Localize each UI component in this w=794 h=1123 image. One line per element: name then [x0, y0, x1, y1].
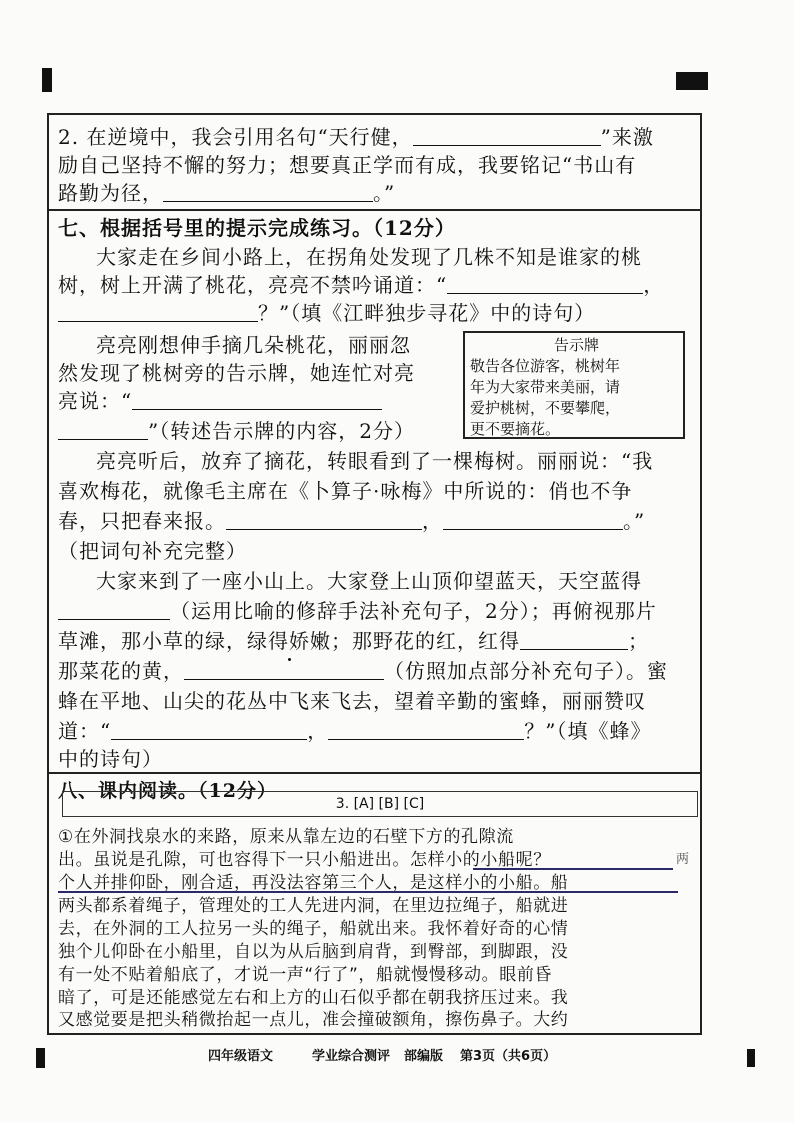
answer-blank[interactable]: [58, 601, 170, 620]
answer-blank[interactable]: [58, 421, 148, 440]
q2-line: 路勤为径， 。”: [58, 181, 396, 205]
text-line: ”（转述告示牌的内容，2分）: [58, 418, 415, 444]
text-line: ？”（填《江畔独步寻花》中的诗句）: [58, 300, 595, 326]
reading-line: 独个儿仰卧在小船里，自以为从后脑到肩背，到臀部，到脚跟，没: [58, 942, 569, 962]
reading-line: ①在外洞找泉水的来路，原来从靠左边的石壁下方的孔隙流: [58, 827, 514, 847]
text-line: 亮说：“: [58, 388, 382, 414]
section-divider: [47, 772, 702, 774]
answer-blank[interactable]: [226, 511, 422, 530]
text-line: 然发现了桃树旁的告示牌，她连忙对亮: [58, 361, 415, 385]
answer-blank[interactable]: [58, 303, 258, 322]
section-divider: [47, 209, 702, 211]
corner-mark: [676, 72, 708, 90]
footer-page: 第3页（共6页）: [460, 1049, 557, 1064]
reading-line: 两头都系着绳子，管理处的工人先进内洞，在里边拉绳子，船就进: [58, 896, 569, 916]
reading-line: 出。虽说是孔隙，可也容得下一只小船进出。怎样小的小船呢？: [58, 850, 551, 870]
answer-blank[interactable]: [184, 661, 384, 680]
answer-blank[interactable]: [520, 631, 628, 650]
handwritten-underline: [473, 868, 673, 870]
answer-blank[interactable]: [163, 183, 373, 202]
reading-line: 去，在外洞的工人拉另一头的绳子，船就出来。我怀着好奇的心情: [58, 919, 569, 939]
text-line: （把词句补充完整）: [58, 539, 247, 563]
notice-line: 爱护桃树，不要攀爬，: [470, 399, 621, 417]
notice-board: [463, 331, 685, 439]
reading-line: 有一处不贴着船底了，才说一声“行了”，船就慢慢移动。眼前昏: [58, 965, 553, 985]
answer-blank[interactable]: [443, 511, 623, 530]
answer-blank[interactable]: [328, 721, 524, 740]
text-line: 大家走在乡间小路上，在拐角处发现了几株不知是谁家的桃: [96, 245, 642, 269]
text-line: 春，只把春来报。 ， 。”: [58, 509, 646, 533]
text-line: 那菜花的黄， （仿照加点部分补充句子）。蜜: [58, 659, 668, 683]
notice-line: 年为大家带来美丽，请: [470, 378, 621, 396]
notice-line: 敬告各位游客，桃树年: [470, 357, 621, 375]
footer-edition: 部编版: [404, 1049, 444, 1064]
reading-line: 个人并排仰卧，刚合适，再没法容第三个人，是这样小的小船。船: [58, 873, 569, 893]
dotted-emphasis: 绿得娇嫩: [247, 629, 331, 653]
section-7-heading: 七、根据括号里的提示完成练习。（12分）: [58, 216, 456, 240]
text-line: 蜂在平地、山尖的花丛中飞来飞去，望着辛勤的蜜蜂，丽丽赞叹: [58, 689, 646, 713]
q2-line: 2. 在逆境中，我会引用名句“天行健， ”来激: [58, 125, 654, 149]
footer-subject: 四年级语文: [208, 1049, 274, 1064]
notice-line: 更不要摘花。: [470, 420, 561, 438]
text-line: 喜欢梅花，就像毛主席在《卜算子·咏梅》中所说的：俏也不争: [58, 479, 633, 503]
corner-mark: [42, 68, 52, 92]
handwritten-underline: [58, 891, 678, 893]
handwritten-note: 两: [676, 852, 690, 867]
q2-line: 励自己坚持不懈的努力；想要真正学而有成，我要铭记“书山有: [58, 153, 637, 177]
footer-type: 学业综合测评: [312, 1049, 391, 1064]
text-line: 道：“ ， ？”（填《蜂》: [58, 719, 652, 743]
text-line: 亮亮听后，放弃了摘花，转眼看到了一棵梅树。丽丽说：“我: [96, 449, 654, 473]
text-line: 中的诗句）: [58, 747, 163, 771]
notice-title: 告示牌: [553, 336, 599, 354]
answer-blank[interactable]: [447, 275, 643, 294]
text-line: 树，树上开满了桃花，亮亮不禁吟诵道：“ ，: [58, 273, 665, 297]
answer-choice-box[interactable]: 3. [A] [B] [C]: [62, 791, 698, 817]
text-line: （运用比喻的修辞手法补充句子，2分）；再俯视那片: [58, 598, 657, 624]
corner-mark: [36, 1048, 45, 1068]
text-line: 大家来到了一座小山上。大家登上山顶仰望蓝天，天空蓝得: [96, 569, 642, 593]
reading-line: 又感觉要是把头稍微抬起一点儿，准会撞破额角，擦伤鼻子。大约: [58, 1010, 569, 1030]
section-8-heading: 八、课内阅读。（12分）: [58, 780, 277, 802]
text-line: 草滩，那小草的绿，绿得娇嫩；那野花的红，红得 ；: [58, 629, 649, 653]
answer-blank[interactable]: [111, 721, 307, 740]
text-line: 亮亮刚想伸手摘几朵桃花，丽丽忽: [96, 333, 411, 357]
answer-blank[interactable]: [132, 391, 382, 410]
corner-mark: [747, 1049, 755, 1067]
answer-blank[interactable]: [413, 127, 601, 146]
reading-line: 暗了，可是还能感觉左右和上方的山石似乎都在朝我挤压过来。我: [58, 988, 569, 1008]
